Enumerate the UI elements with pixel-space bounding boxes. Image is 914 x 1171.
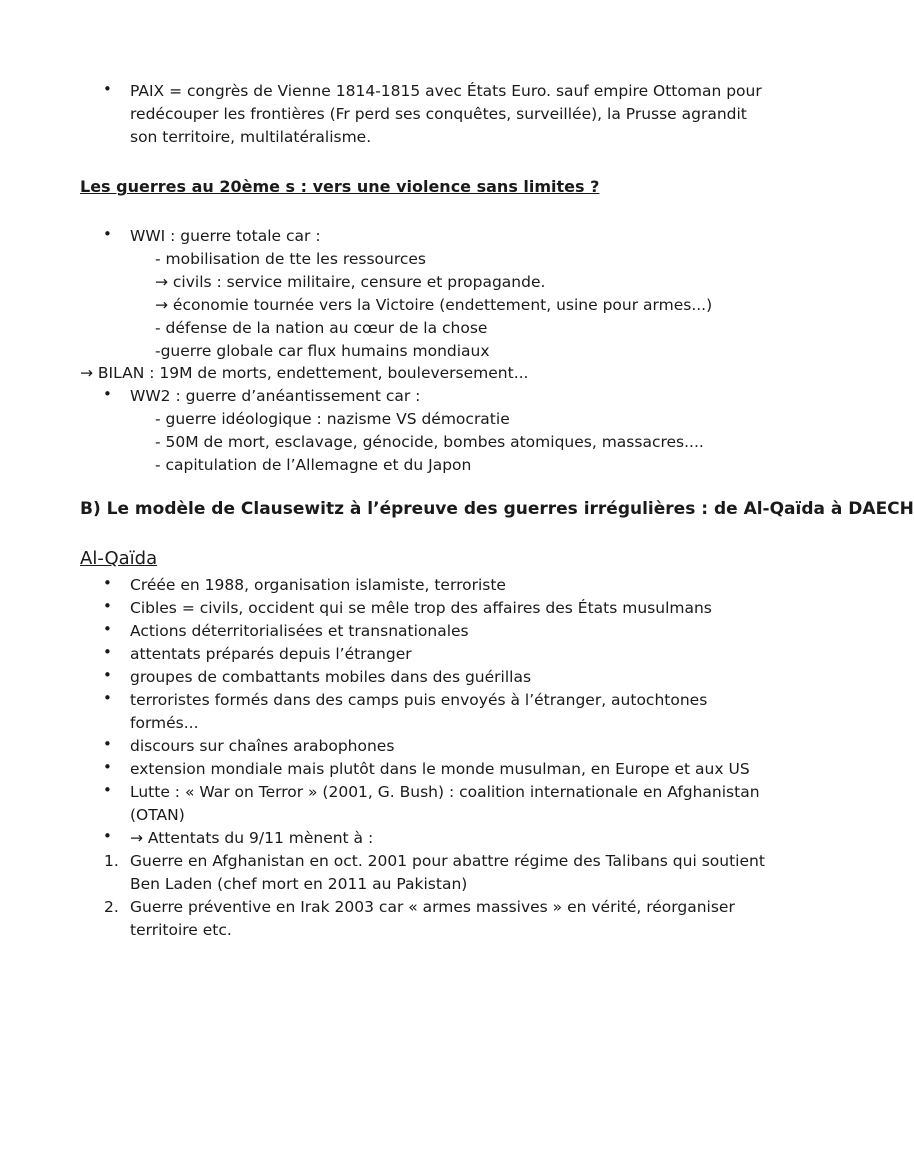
ww2-item: - 50M de mort, esclavage, génocide, bombes atomiques, massacres.... xyxy=(155,433,704,451)
bullet-dot: • xyxy=(103,758,112,776)
ww1-item: - défense de la nation au cœur de la chose xyxy=(155,319,488,337)
alqaida-item: → Attentats du 9/11 mènent à : xyxy=(130,829,374,847)
ww1-item: - mobilisation de tte les ressources xyxy=(155,250,427,268)
ww2-head: WW2 : guerre d’anéantissement car : xyxy=(130,387,421,405)
bullet-dot: • xyxy=(103,643,112,661)
alqaida-item: terroristes formés dans des camps puis envoyés à l’étranger, autochtones xyxy=(130,691,708,709)
section-heading-20th-century-wars: Les guerres au 20ème s : vers une violence sans limites ? xyxy=(80,177,600,196)
ww1-item: → économie tournée vers la Victoire (endettement, usine pour armes...) xyxy=(155,296,713,314)
alqaida-item: Lutte : « War on Terror » (2001, G. Bush) : coalition internationale en Afghanistan xyxy=(130,783,760,801)
bullet-dot: • xyxy=(103,597,112,615)
paix-line-1: PAIX = congrès de Vienne 1814-1815 avec États Euro. sauf empire Ottoman pour xyxy=(130,82,762,100)
bilan-line: → BILAN : 19M de morts, endettement, bouleversement... xyxy=(80,364,529,382)
bullet-dot: • xyxy=(103,225,112,243)
ww2-item: - guerre idéologique : nazisme VS démocratie xyxy=(155,410,510,428)
bullet-dot: • xyxy=(103,735,112,753)
ww2-item: - capitulation de l’Allemagne et du Japon xyxy=(155,456,472,474)
numbered-item: Guerre en Afghanistan en oct. 2001 pour abattre régime des Talibans qui soutient xyxy=(130,852,765,870)
list-number: 2. xyxy=(104,898,119,916)
list-number: 1. xyxy=(104,852,119,870)
bullet-dot: • xyxy=(103,827,112,845)
alqaida-item: Actions déterritorialisées et transnationales xyxy=(130,622,469,640)
section-heading-clausewitz: B) Le modèle de Clausewitz à l’épreuve des guerres irrégulières : de Al-Qaïda à DAECH xyxy=(80,499,914,519)
alqaida-item-cont: (OTAN) xyxy=(130,806,185,824)
ww1-item: -guerre globale car flux humains mondiaux xyxy=(155,342,490,360)
bullet-dot: • xyxy=(103,689,112,707)
paix-line-3: son territoire, multilatéralisme. xyxy=(130,128,372,146)
alqaida-item: Cibles = civils, occident qui se mêle trop des affaires des États musulmans xyxy=(130,599,712,617)
subheading-al-qaida: Al-Qaïda xyxy=(80,548,158,569)
paix-line-2: redécouper les frontières (Fr perd ses conquêtes, surveillée), la Prusse agrandit xyxy=(130,105,747,123)
alqaida-item: groupes de combattants mobiles dans des guérillas xyxy=(130,668,532,686)
bullet-dot: • xyxy=(103,666,112,684)
bullet-dot: • xyxy=(103,385,112,403)
numbered-item: Guerre préventive en Irak 2003 car « armes massives » en vérité, réorganiser xyxy=(130,898,735,916)
numbered-item-cont: territoire etc. xyxy=(130,921,232,939)
alqaida-item: discours sur chaînes arabophones xyxy=(130,737,395,755)
alqaida-item-cont: formés... xyxy=(130,714,199,732)
alqaida-item: attentats préparés depuis l’étranger xyxy=(130,645,412,663)
alqaida-item: extension mondiale mais plutôt dans le monde musulman, en Europe et aux US xyxy=(130,760,750,778)
numbered-item-cont: Ben Laden (chef mort en 2011 au Pakistan) xyxy=(130,875,468,893)
bullet-dot: • xyxy=(103,781,112,799)
alqaida-item: Créée en 1988, organisation islamiste, terroriste xyxy=(130,576,506,594)
bullet-dot: • xyxy=(103,80,112,98)
ww1-head: WWI : guerre totale car : xyxy=(130,227,321,245)
bullet-dot: • xyxy=(103,620,112,638)
bullet-dot: • xyxy=(103,574,112,592)
ww1-item: → civils : service militaire, censure et propagande. xyxy=(155,273,546,291)
